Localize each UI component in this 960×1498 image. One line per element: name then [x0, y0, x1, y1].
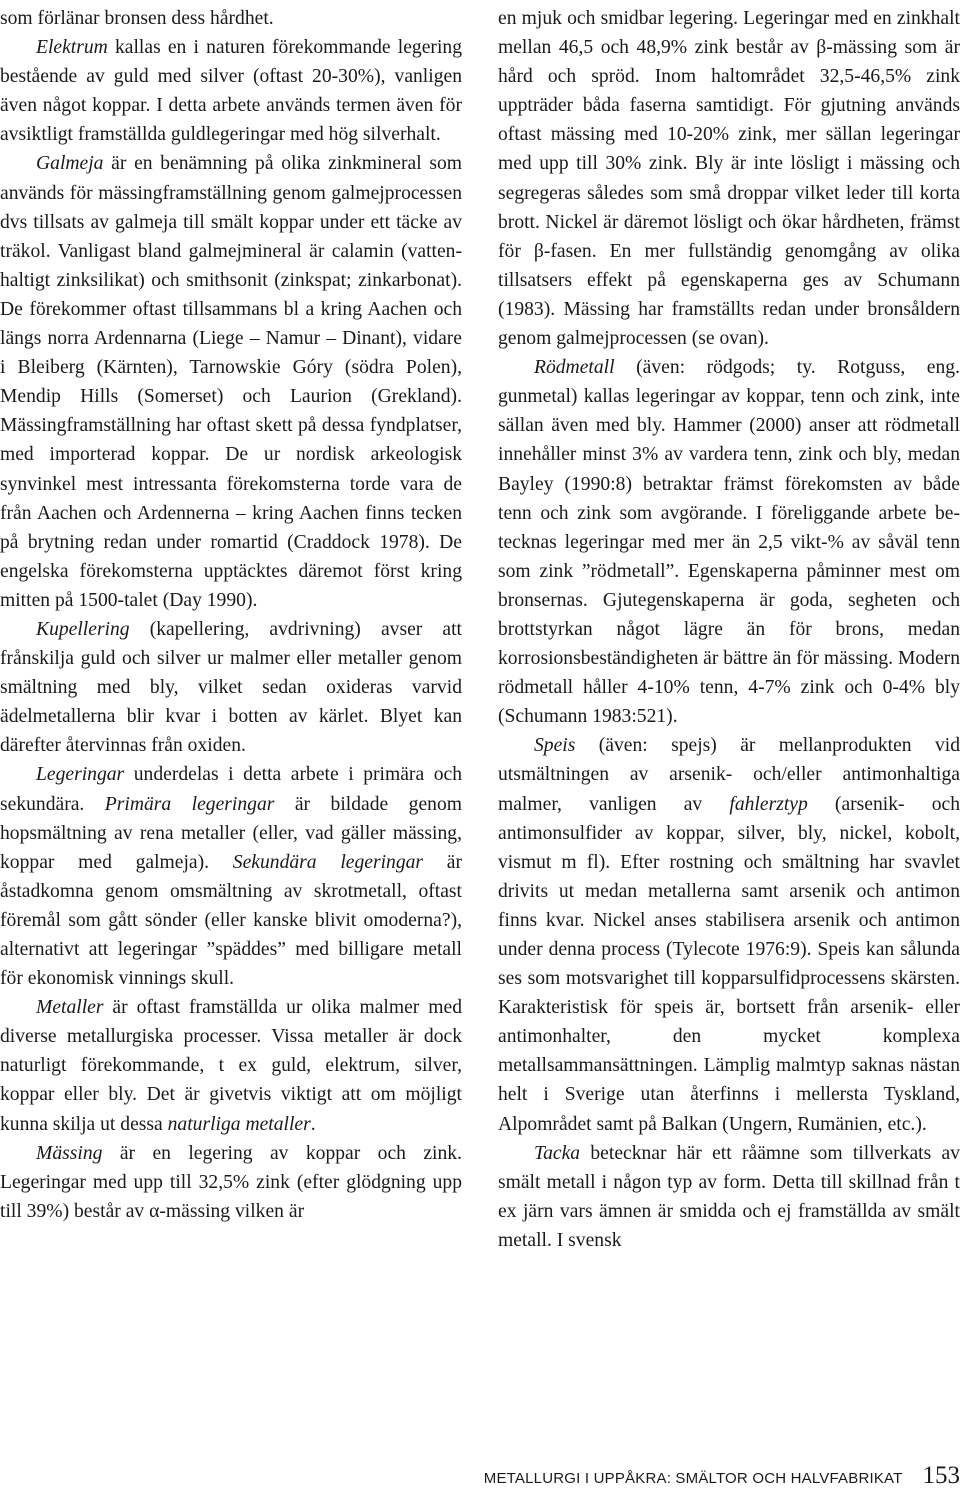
- running-head: METALLURGI I UPPÅKRA: SMÄLTOR OCH HALVFABRIKAT: [483, 1470, 903, 1487]
- page-number: 153: [922, 1462, 960, 1489]
- paragraph-text: .: [310, 1113, 316, 1135]
- paragraph-text: betecknar här ett råämne som tillverkats av smält metall i någon typ av form. Detta till skillnad från t ex järn vars ämnen är smidda och ej framställda av smält metall. I svensk: [498, 1142, 960, 1251]
- term-tacka: Tacka: [534, 1142, 581, 1164]
- term-kupellering: Kupellering: [36, 618, 130, 640]
- paragraph-text: är bildade genom hopsmältning av rena metaller (eller, vad gäller mässing, koppar med galmeja).: [0, 793, 462, 873]
- paragraph: [0, 4, 462, 33]
- term-sekundara-legeringar: Sekundära legeringar: [232, 851, 424, 873]
- paragraph-text: (arsenik- och antimonsulfider av koppar, silver, bly, nickel, kobolt, vismut m fl). Efter rostning och smältning har svavlet drivits ut medan metallerna samt arsenik och antimon finns kvar. Nickel anses stabilisera arsenik och antimon under denna process (Tylecote 1976:9). Speis kan sålunda ses som motsvarighet till kopparsulfidprocessens skärsten. Karakteristisk för speis är, bortsett från arsenik- eller antimonhalter, den mycket komplexa metallsammansättningen. Lämplig malmtyp saknas nästan helt i Sverige utan återfinns i mellersta Tyskland, Alpområdet samt på Balkan (Ungern, Rumänien, etc.).: [498, 793, 960, 1135]
- paragraph-text: (kapellering, avdrivning) avser att frånskilja guld och silver ur malmer eller metaller genom smältning med bly, vilket sedan oxideras varvid ädelmetallerna blir kvar i botten av kärlet. Blyet kan därefter återvinnas från oxiden.: [0, 618, 462, 757]
- paragraph-text: kallas en i naturen förekommande legering bestående av guld med silver (oftast 20-30%), vanligen även något koppar. I detta arbete används termen även för avsiktligt framställda guldlegeringar med hög silverhalt.: [0, 37, 462, 146]
- left-column: [0, 4, 462, 1226]
- paragraph-metaller: [0, 993, 462, 1138]
- paragraph-tacka: [498, 1139, 960, 1255]
- paragraph-text: som förlänar bronsen dess hårdhet.: [0, 8, 274, 29]
- term-massing: Mässing: [36, 1142, 103, 1164]
- term-galmeja: Galmeja: [36, 153, 104, 175]
- paragraph-text: (även: rödgods; ty. Rotguss, eng. gunmetal) kallas legeringar av koppar, tenn och zink, inte sällan även med bly. Hammer (2000) anser att rödmetall innehåller minst 3% av vardera tenn, zink och bly, medan Bayley (1990:8) betraktar främst förekomsten av både tenn och zink som avgörande. I föreliggande arbete betecknas legeringar med mer än 2,5 vikt-% av såväl tenn som zink ”rödmetall”. Egenskaperna påminner mest om bronsernas. Gjutegenskaperna är goda, segheten och brottstyrkan något lägre än för brons, medan korrosionsbeständigheten är bättre än för mässing. Modern rödmetall håller 4-10% tenn, 4-7% zink och 0-4% bly (Schumann 1983:521).: [498, 357, 960, 728]
- page-footer: [440, 1462, 960, 1490]
- paragraph-massing: [0, 1139, 462, 1226]
- paragraph-legeringar: [0, 760, 462, 993]
- term-rodmetall: Rödmetall: [534, 357, 615, 379]
- paragraph-text: är en benämning på olika zinkmineral som används för mässingframställning genom galmejprocessen dvs tillsats av galmeja till smält koppar under ett täcke av träkol. Vanligast bland galmejmineral är calamin (vattenhaltigt zinksilikat) och smithsonit (zinkspat; zinkarbonat). De förekommer oftast tillsammans bl a kring Aachen och längs norra Ardennarna (Liege – Namur – Dinant), vidare i Bleiberg (Kärnten), Tarnowskie Góry (södra Polen), Mendip Hills (Somerset) och Laurion (Grekland). Mässingframställning har oftast skett på dessa fyndplatser, med importerad koppar. De ur nordisk arkeologisk synvinkel mest intressanta förekomsterna torde vara de från Aachen och Ardennerna – kring Aachen finns tecken på brytning redan under romartid (Craddock 1978). De engelska förekomsterna upptäcktes däremot först kring mitten på 1500-talet (Day 1990).: [0, 153, 462, 611]
- right-column: [498, 4, 960, 1255]
- paragraph-text: en mjuk och smidbar legering. Legeringar med en zinkhalt mellan 46,5 och 48,9% zink består av β-mässing som är hård och spröd. Inom haltområdet 32,5-46,5% zink uppträder båda faserna samtidigt. För gjutning används oftast mässing med 10-20% zink, mer sällan legeringar med upp till 30% zink. Bly är inte lösligt i mässing och segregeras således som små droppar vilket leder till korta brott. Nickel är däremot lösligt och ökar hårdheten, främst för β-fasen. En mer fullständig genomgång av olika tillsatsers effekt på egenskaperna ges av Schumann (1983). Mässing har framställts redan under bronsåldern genom galmejprocessen (se ovan).: [498, 8, 960, 350]
- paragraph-text: är oftast framställda ur olika malmer med diverse metallurgiska processer. Vissa metaller är dock naturligt förekommande, t ex guld, elektrum, silver, koppar eller bly. Det är givetvis viktigt att om möjligt kunna skilja ut dessa: [0, 997, 462, 1135]
- paragraph-kupellering: [0, 615, 462, 760]
- paragraph-rodmetall: [498, 353, 960, 731]
- paragraph-text: är åstadkomna genom omsmältning av skrotmetall, oftast föremål som gått sönder (eller kanske blivit omoderna?), alternativt att legeringar ”späddes” med billigare metall för ekonomisk vinnings skull.: [0, 851, 463, 990]
- paragraph-galmeja: [0, 149, 462, 615]
- term-legeringar: Legeringar: [36, 764, 125, 786]
- term-naturliga-metaller: naturliga metaller: [167, 1113, 311, 1135]
- term-speis: Speis: [534, 735, 576, 757]
- paragraph-speis: [498, 731, 960, 1138]
- paragraph: [498, 4, 960, 353]
- term-fahlerztyp: fahlerztyp: [729, 793, 808, 815]
- term-primara-legeringar: Primära legeringar: [104, 793, 275, 815]
- paragraph-text: underdelas i detta arbete i primära och sekundära.: [0, 764, 462, 815]
- paragraph-elektrum: [0, 33, 462, 149]
- term-elektrum: Elektrum: [36, 37, 108, 59]
- paragraph-text: är en legering av koppar och zink. Legeringar med upp till 32,5% zink (efter glödgning upp till 39%) består av α-mässing vilken är: [0, 1142, 462, 1222]
- paragraph-text: (även: spejs) är mellanprodukten vid utsmältningen av arsenik- och/eller antimonhaltiga malmer, vanligen av: [498, 735, 960, 815]
- term-metaller: Metaller: [36, 997, 104, 1019]
